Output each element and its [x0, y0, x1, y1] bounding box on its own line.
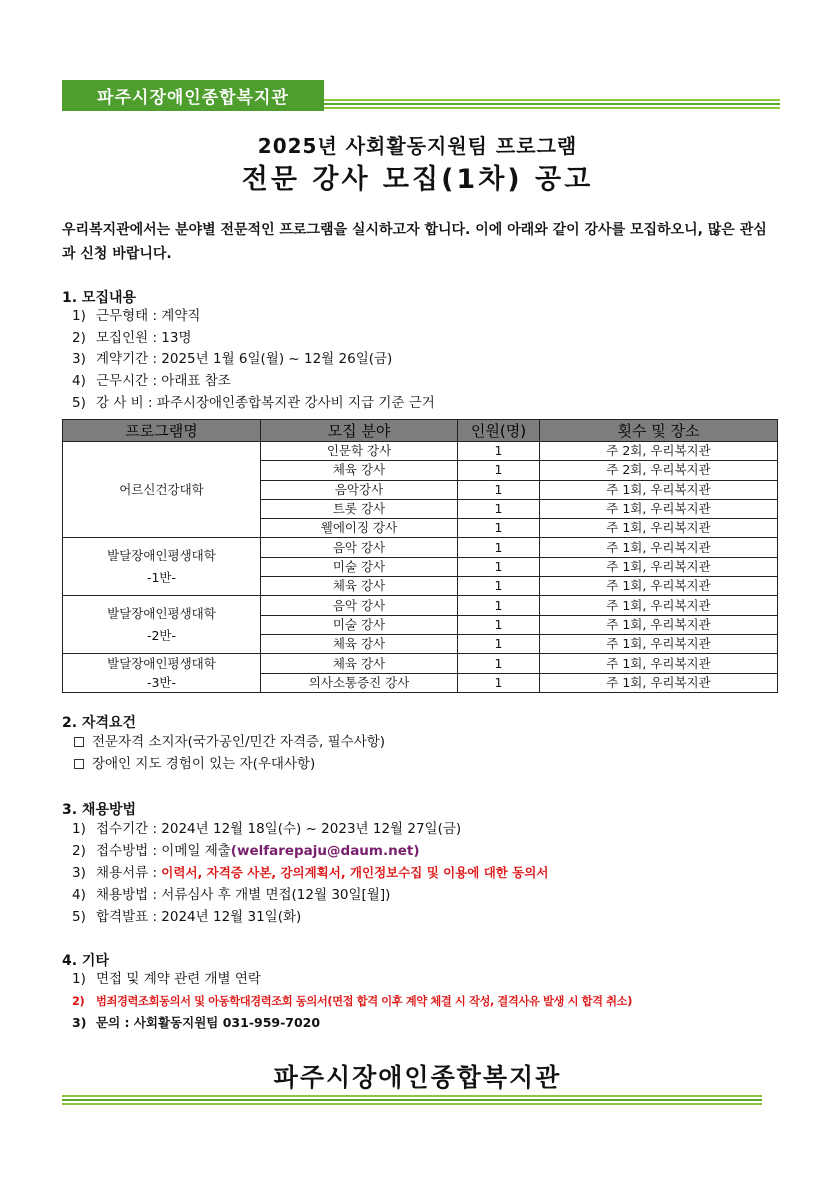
list-item: 5) 강 사 비 : 파주시장애인종합복지관 강사비 지급 기준 근거: [72, 394, 435, 411]
count-cell: 1: [458, 499, 540, 518]
field-cell: 체육 강사: [261, 634, 458, 653]
list-item: 3) 계약기간 : 2025년 1월 6일(월) ~ 12월 26일(금): [72, 351, 393, 368]
square-bullet-icon: [74, 737, 84, 747]
field-cell: 의사소통증진 강사: [261, 673, 458, 693]
count-cell: 1: [458, 673, 540, 693]
section-3-list: [72, 819, 548, 929]
intro-paragraph: 우리복지관에서는 분야별 전문적인 프로그램을 실시하고자 합니다. 이에 아래와 같이 강사를 모집하오니, 많은 관심과 신청 바랍니다.: [62, 222, 767, 262]
field-cell: 트롯 강사: [261, 499, 458, 518]
list-item: 4) 채용방법 : 서류심사 후 개별 면접(12월 30일[월]): [72, 887, 391, 904]
required-documents: 이력서, 자격증 사본, 강의계획서, 개인정보수집 및 이용에 대한 동의서: [161, 865, 549, 881]
count-cell: 1: [458, 596, 540, 615]
count-cell: 1: [458, 480, 540, 499]
title-line-1: 2025년 사회활동지원팀 프로그램: [257, 134, 578, 158]
schedule-cell: 주 2회, 우리복지관: [540, 442, 778, 461]
list-item: 4) 근무시간 : 아래표 참조: [72, 373, 231, 390]
list-item: 1) 면접 및 계약 관련 개별 연락: [72, 971, 261, 987]
footer-divider: [62, 1095, 762, 1107]
table-row: [63, 654, 778, 674]
table-row: [63, 538, 778, 557]
list-item: 3) 채용서류 : 이력서, 자격증 사본, 강의계획서, 개인정보수집 및 이용에 대한 동의서: [72, 865, 549, 882]
section-2-title: 2. 자격요건: [62, 715, 137, 731]
program-table: [62, 419, 778, 693]
section-1-list: [72, 306, 435, 415]
program-name: 발달장애인평생대학 -2반-: [63, 596, 261, 654]
schedule-cell: 주 1회, 우리복지관: [540, 596, 778, 615]
count-cell: 1: [458, 654, 540, 674]
count-cell: 1: [458, 519, 540, 538]
list-item: 전문자격 소지자(국가공인/민간 자격증, 필수사항): [74, 732, 385, 754]
count-cell: 1: [458, 634, 540, 653]
schedule-cell: 주 2회, 우리복지관: [540, 461, 778, 480]
schedule-cell: 주 1회, 우리복지관: [540, 577, 778, 596]
count-cell: 1: [458, 538, 540, 557]
field-cell: 웰에이징 강사: [261, 519, 458, 538]
program-name: 어르신건강대학: [63, 442, 261, 538]
email-address: (welfarepaju@daum.net): [230, 842, 420, 859]
count-cell: 1: [458, 461, 540, 480]
section-2-list: [74, 732, 385, 775]
org-name-badge: 파주시장애인종합복지관: [62, 80, 324, 111]
schedule-cell: 주 1회, 우리복지관: [540, 557, 778, 576]
schedule-cell: 주 1회, 우리복지관: [540, 634, 778, 653]
table-row: [63, 596, 778, 615]
field-cell: 체육 강사: [261, 654, 458, 674]
table-header-row: [63, 420, 778, 442]
schedule-cell: 주 1회, 우리복지관: [540, 673, 778, 693]
program-name: 발달장애인평생대학 -1반-: [63, 538, 261, 596]
list-item: 2) 모집인원 : 13명: [72, 329, 192, 346]
list-item: 2) 범죄경력조회동의서 및 아동학대경력조회 동의서(면접 합격 이후 계약 체결 시 작성, 결격사유 발생 시 합격 취소): [72, 994, 632, 1008]
header-schedule: 횟수 및 장소: [540, 420, 778, 442]
header-field: 모집 분야: [261, 420, 458, 442]
schedule-cell: 주 1회, 우리복지관: [540, 615, 778, 634]
field-cell: 음악 강사: [261, 538, 458, 557]
field-cell: 인문학 강사: [261, 442, 458, 461]
header-count: 인원(명): [458, 420, 540, 442]
section-3-title: 3. 채용방법: [62, 802, 137, 818]
list-item: 5) 합격발표 : 2024년 12월 31일(화): [72, 908, 302, 925]
list-item: 1) 근무형태 : 계약직: [72, 308, 201, 324]
field-cell: 음악 강사: [261, 596, 458, 615]
program-name: 발달장애인평생대학 -3반-: [63, 654, 261, 693]
table-row: [63, 442, 778, 461]
section-4-title: 4. 기타: [62, 953, 109, 969]
field-cell: 체육 강사: [261, 577, 458, 596]
list-item: 장애인 지도 경험이 있는 자(우대사항): [74, 754, 385, 776]
schedule-cell: 주 1회, 우리복지관: [540, 499, 778, 518]
list-item: 3) 문의 : 사회활동지원팀 031-959-7020: [72, 1015, 321, 1031]
list-item: 1) 접수기간 : 2024년 12월 18일(수) ~ 2023년 12월 27일(금): [72, 821, 462, 837]
schedule-cell: 주 1회, 우리복지관: [540, 519, 778, 538]
header-divider: [324, 99, 780, 111]
footer-org-name: 파주시장애인종합복지관: [273, 1063, 562, 1092]
count-cell: 1: [458, 615, 540, 634]
count-cell: 1: [458, 442, 540, 461]
schedule-cell: 주 1회, 우리복지관: [540, 538, 778, 557]
field-cell: 미술 강사: [261, 557, 458, 576]
count-cell: 1: [458, 577, 540, 596]
list-item: 2) 접수방법 : 이메일 제출(welfarepaju@daum.net): [72, 842, 420, 859]
header-program: 프로그램명: [63, 420, 261, 442]
field-cell: 체육 강사: [261, 461, 458, 480]
square-bullet-icon: [74, 759, 84, 769]
field-cell: 미술 강사: [261, 615, 458, 634]
field-cell: 음악강사: [261, 480, 458, 499]
schedule-cell: 주 1회, 우리복지관: [540, 480, 778, 499]
section-4-list: [72, 969, 632, 1034]
title-line-2: 전문 강사 모집(1차) 공고: [241, 164, 594, 195]
count-cell: 1: [458, 557, 540, 576]
section-1-title: 1. 모집내용: [62, 290, 137, 306]
schedule-cell: 주 1회, 우리복지관: [540, 654, 778, 674]
